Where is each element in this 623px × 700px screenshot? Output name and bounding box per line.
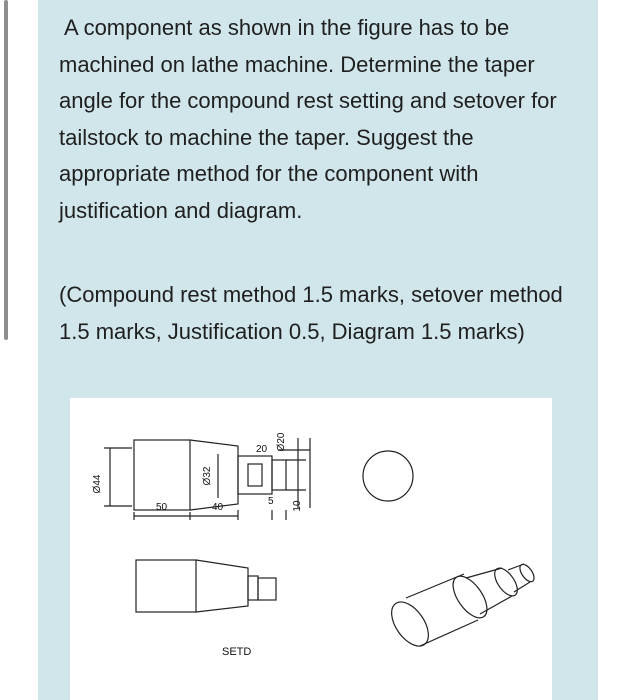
end-view-circle [363, 451, 413, 501]
dim-d44: Ø44 [92, 474, 103, 494]
dim-d20: Ø20 [276, 432, 287, 452]
taper-outline [190, 440, 238, 510]
scrollbar[interactable] [4, 0, 8, 340]
question-panel [38, 0, 598, 700]
spigot-outline [272, 460, 286, 490]
dim-40: 40 [212, 502, 224, 513]
dim-d32: Ø32 [202, 466, 213, 486]
component-drawing [70, 398, 552, 700]
figure-caption: SETD [222, 646, 252, 658]
dim-20: 20 [256, 444, 268, 455]
component-figure [70, 398, 552, 700]
isometric-view [384, 562, 537, 653]
step-outline [238, 456, 272, 494]
marks-breakdown: (Compound rest method 1.5 marks, setover method 1.5 marks, Justification 0.5, Diagram 1.5 marks) [59, 282, 563, 344]
question-text: A component as shown in the figure has to be machined on lathe machine. Determine the taper angle for the compound rest setting and setover for tailstock to machine the taper. Suggest the appropriate method for the component with justification and diagram. [59, 15, 557, 223]
dim-5: 5 [268, 496, 274, 507]
setd-body [136, 560, 196, 612]
dim-50: 50 [156, 502, 168, 513]
dim-10: 10 [292, 500, 303, 512]
body-outline [134, 440, 190, 510]
setd-taper [196, 560, 248, 612]
